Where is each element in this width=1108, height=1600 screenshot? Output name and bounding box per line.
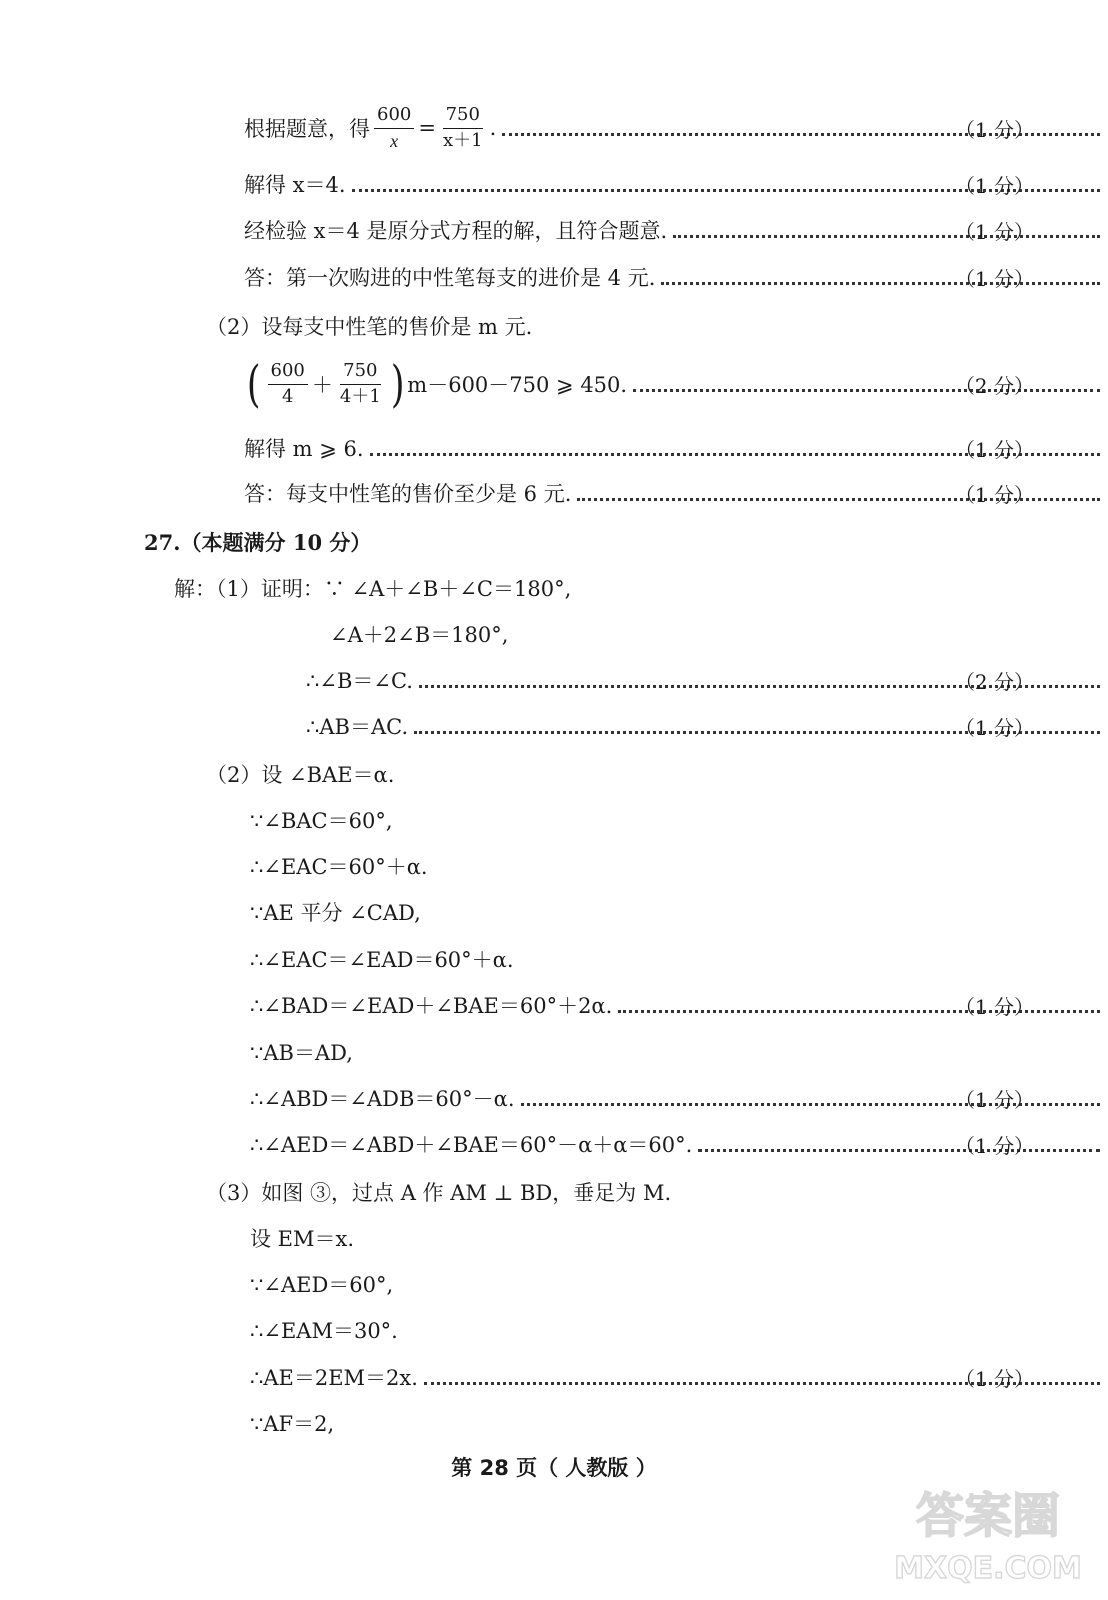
score-label: （1 分） (954, 1133, 1034, 1158)
proof-line: ∴∠EAC＝∠EAD＝60°＋α. (250, 948, 514, 972)
score-label: （1 分） (954, 482, 1034, 507)
score-label: （1 分） (954, 994, 1034, 1019)
proof-line: ∴∠ABD＝∠ADB＝60°－α. （1 分） (250, 1078, 1108, 1118)
proof-line: ∵AB＝AD, (250, 1041, 353, 1065)
score-label: （1 分） (954, 266, 1034, 291)
solution-line: 解得 x＝4. （1 分） (244, 164, 1108, 204)
proof-line: ∵∠BAC＝60°, (250, 809, 393, 833)
score-label: （1 分） (954, 437, 1034, 462)
equation-line-1: 根据题意，得 $\frac{600}{x}$ = $\frac{750}{x+1}$ . （1 分） (244, 108, 1108, 148)
proof-line: ∴∠BAD＝∠EAD＋∠BAE＝60°＋2α. （1 分） (250, 985, 1108, 1025)
proof-line: ∴AB＝AC. （1 分） (306, 706, 1108, 746)
score-label: （1 分） (954, 1087, 1034, 1112)
fraction: $\frac{600}{4}$ (268, 361, 308, 407)
equals-sign: = (418, 116, 436, 140)
proof-line: ∴AE＝2EM＝2x. （1 分） (250, 1357, 1108, 1397)
score-label: （2 分） (954, 373, 1034, 398)
score-label: （1 分） (954, 117, 1034, 142)
proof-line: ∵∠AED＝60°, (250, 1273, 394, 1297)
proof-line: ∠A＋2∠B＝180°, (330, 623, 509, 647)
proof-line: 设 EM＝x. (250, 1227, 355, 1251)
proof-line: ∴∠B＝∠C. （2 分） (306, 660, 1108, 700)
proof-line: 解：（1）证明：∵ ∠A＋∠B＋∠C＝180°, (174, 577, 572, 601)
score-label: （2 分） (954, 669, 1034, 694)
dot-leader (661, 282, 1100, 285)
sub-question-heading: （3）如图 ③，过点 A 作 AM ⊥ BD，垂足为 M. (206, 1181, 672, 1205)
score-label: （1 分） (954, 715, 1034, 740)
proof-line: ∴∠AED＝∠ABD＋∠BAE＝60°－α＋α＝60°. （1 分） (250, 1124, 1108, 1164)
fraction: $\frac{600}{x}$ (374, 105, 414, 151)
solution-line: 答：第一次购进的中性笔每支的进价是 4 元. （1 分） (244, 257, 1108, 297)
score-label: （1 分） (954, 1366, 1034, 1391)
proof-line: ∴∠EAC＝60°＋α. (250, 855, 428, 879)
solution-line: 答：每支中性笔的售价至少是 6 元. （1 分） (244, 473, 1108, 513)
watermark-bottom: MXQE.COM (894, 1551, 1082, 1586)
proof-line: ∵AE 平分 ∠CAD, (250, 901, 421, 925)
page-footer: 第 28 页（ 人教版 ） (451, 1456, 657, 1480)
proof-line: ∴∠EAM＝30°. (250, 1319, 398, 1343)
line-text: 根据题意，得 (244, 117, 370, 141)
dot-leader (698, 1149, 1100, 1152)
solution-line: 解得 m ⩾ 6. （1 分） (244, 428, 1108, 468)
inequality-line: ( $\frac{600}{4}$ ＋ $\frac{750}{4+1}$ ) m－600－750 ⩾ 450. （2 分） (244, 364, 1108, 404)
solution-line: 经检验 x＝4 是原分式方程的解，且符合题意. （1 分） (244, 210, 1108, 250)
score-label: （1 分） (954, 219, 1034, 244)
fraction: $\frac{750}{4+1}$ (339, 359, 381, 407)
watermark-logo (888, 1470, 1088, 1590)
sub-question-heading: （2）设每支中性笔的售价是 m 元. (206, 315, 533, 339)
score-label: （1 分） (954, 173, 1034, 198)
dot-leader (673, 235, 1100, 238)
fraction: $\frac{750}{x+1}$ (442, 103, 483, 151)
proof-line: ∵AF＝2, (250, 1412, 335, 1436)
question-heading: 27.（本题满分 10 分） (144, 530, 372, 555)
sub-question-heading: （2）设 ∠BAE＝α. (206, 763, 395, 787)
watermark-top: 答案圈 (915, 1488, 1061, 1544)
